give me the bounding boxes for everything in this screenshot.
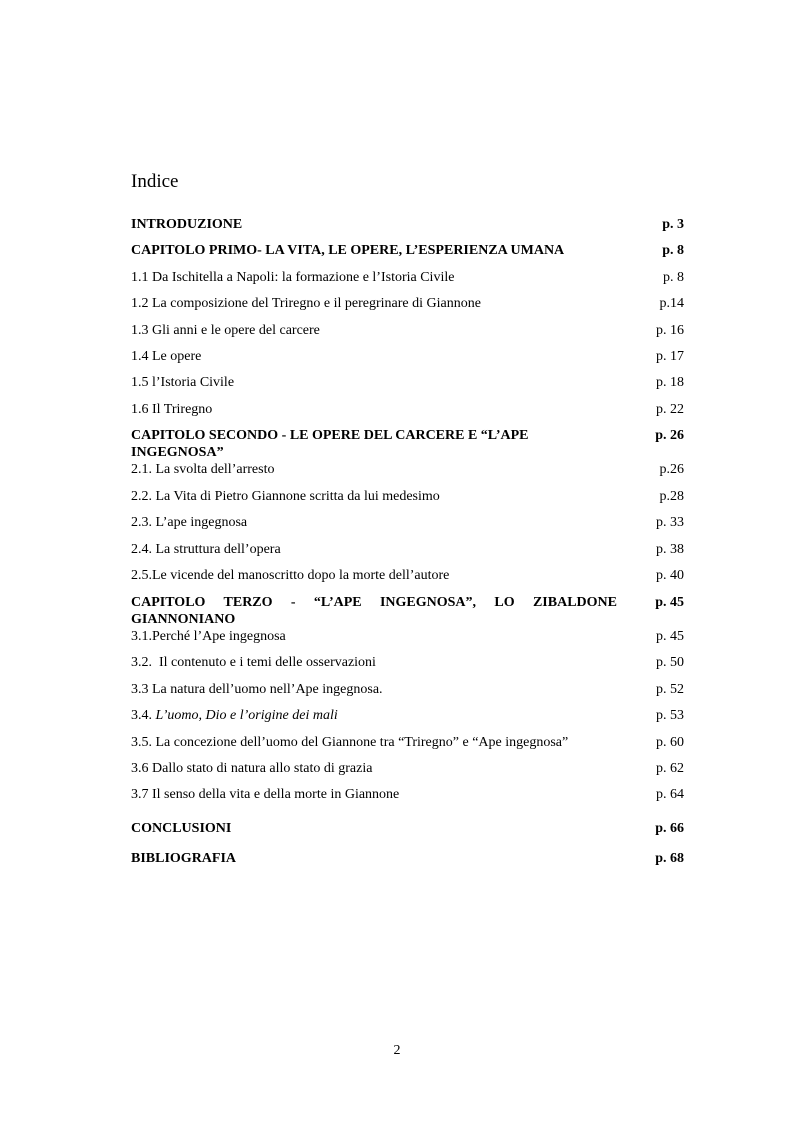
toc-entry-label: 3.1.Perché l’Ape ingegnosa [131,629,286,644]
toc-entry-page: p. 50 [656,655,684,670]
toc-entry-page: p. 64 [656,787,684,802]
document-title: Indice [131,171,179,192]
toc-entry-label: INTRODUZIONE [131,217,243,232]
toc-entry-label: 1.1 Da Ischitella a Napoli: la formazione e l’Istoria Civile [131,270,455,285]
toc-entry-label: 1.4 Le opere [131,349,202,364]
toc-entry-page: p. 22 [656,402,684,417]
toc-entry-label: 1.6 Il Triregno [131,402,213,417]
toc-entry-label: 2.5.Le vicende del manoscritto dopo la morte dell’autore [131,568,450,583]
toc-entry-page: p. 66 [655,821,684,836]
toc-entry-page: p.28 [659,489,684,504]
toc-entry-page: p. 38 [656,542,684,557]
toc-entry-label: CAPITOLO SECONDO - LE OPERE DEL CARCERE E “L’APE INGEGNOSA” [131,428,529,460]
toc-entry-label: 2.1. La svolta dell’arresto [131,462,275,477]
toc-entry-page: p.14 [659,296,684,311]
toc-entry-page: p. 33 [656,515,684,530]
toc-entry-page: p. 53 [656,708,684,723]
page-number: 2 [393,1043,401,1058]
toc-entry-page: p. 45 [655,595,684,610]
toc-entry-label: CAPITOLO PRIMO- LA VITA, LE OPERE, L’ESPERIENZA UMANA [131,243,565,258]
toc-entry-label: BIBLIOGRAFIA [131,851,237,866]
toc-entry-page: p. 60 [656,735,684,750]
toc-entry-number: 3.4. [131,708,152,723]
toc-entry-page: p. 8 [662,243,684,258]
toc-entry-label: 1.5 l’Istoria Civile [131,375,235,390]
toc-entry-page: p. 62 [656,761,684,776]
toc-entry-label: CAPITOLO TERZO - “L’APE INGEGNOSA”, LO ZIBALDONE GIANNONIANO [131,595,617,627]
toc-entry-label: 3.6 Dallo stato di natura allo stato di grazia [131,761,373,776]
toc-entry-page: p. 17 [656,349,684,364]
toc-entry-label: 3.5. La concezione dell’uomo del Giannone tra “Triregno” e “Ape ingegnosa” [131,735,569,750]
toc-entry-label: 3.2. Il contenuto e i temi delle osservazioni [131,655,376,670]
toc-entry-label [131,707,338,724]
toc-entry-label: 1.2 La composizione del Triregno e il peregrinare di Giannone [131,296,481,311]
toc-entry-page: p. 45 [656,629,684,644]
toc-entry-label: 2.4. La struttura dell’opera [131,542,281,557]
toc-entry-page: p. 40 [656,568,684,583]
toc-entry-page: p. 3 [662,217,684,232]
toc-entry-label: CONCLUSIONI [131,821,232,836]
toc-entry-label: 3.3 La natura dell’uomo nell’Ape ingegnosa. [131,682,383,697]
toc-entry-page: p.26 [659,462,684,477]
toc-entry-page: p. 26 [655,428,684,443]
toc-entry-italic-title: L’uomo, Dio e l’origine dei mali [152,708,338,723]
toc-entry-page: p. 68 [655,851,684,866]
toc-entry-page: p. 18 [656,375,684,390]
toc-entry-page: p. 8 [663,270,684,285]
toc-entry-label: 3.7 Il senso della vita e della morte in Giannone [131,787,400,802]
toc-entry-page: p. 52 [656,682,684,697]
toc-entry-page: p. 16 [656,323,684,338]
toc-entry-label: 1.3 Gli anni e le opere del carcere [131,323,320,338]
toc-entry-label: 2.2. La Vita di Pietro Giannone scritta da lui medesimo [131,489,440,504]
toc-entry-label: 2.3. L’ape ingegnosa [131,515,248,530]
